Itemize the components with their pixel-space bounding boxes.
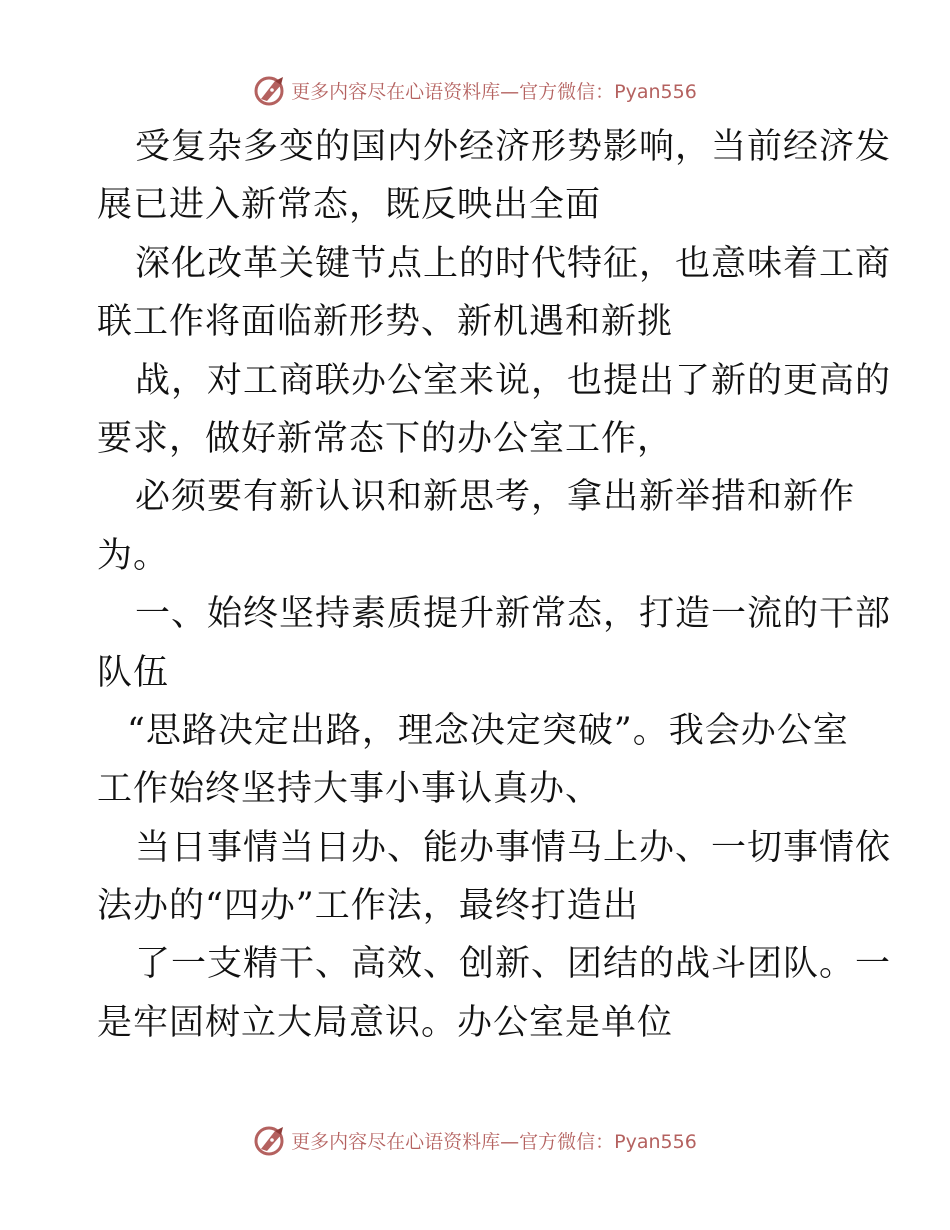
footer-watermark (0, 1120, 950, 1160)
text-line: 法办的“四办”工作法，最终打造出 (97, 886, 639, 927)
text-line: 必须要有新认识和新思考，拿出新举措和新作 (135, 477, 856, 518)
section-heading-continued: 队伍 (97, 652, 170, 693)
text-line: 为。 (97, 535, 170, 576)
text-line: 要求，做好新常态下的办公室工作， (97, 418, 674, 459)
pen-nib-logo-icon (253, 73, 287, 107)
text-line: 战，对工商联办公室来说，也提出了新的更高的 (135, 360, 892, 401)
text-line: 了一支精干、高效、创新、团结的战斗团队。一 (135, 944, 892, 985)
text-line: 联工作将面临新形势、新机遇和新挑 (97, 302, 674, 343)
section-heading: 一、始终坚持素质提升新常态，打造一流的干部 (135, 594, 892, 635)
watermark-text: 更多内容尽在心语资料库—官方微信：Pyan556 (291, 1130, 697, 1153)
watermark-text: 更多内容尽在心语资料库—官方微信：Pyan556 (291, 80, 697, 103)
header-watermark (0, 70, 950, 110)
document-body (97, 118, 892, 1052)
text-line: 当日事情当日办、能办事情马上办、一切事情依 (135, 827, 892, 868)
text-line: 深化改革关键节点上的时代特征，也意味着工商 (135, 243, 892, 284)
text-line: “思路决定出路，理念决定突破”。我会办公室 (127, 710, 849, 751)
text-line: 受复杂多变的国内外经济形势影响，当前经济发 (135, 127, 892, 167)
text-line: 是牢固树立大局意识。办公室是单位 (97, 1002, 674, 1043)
text-line: 展已进入新常态，既反映出全面 (97, 185, 602, 226)
text-line: 工作始终坚持大事小事认真办、 (97, 769, 602, 810)
pen-nib-logo-icon (253, 1123, 287, 1157)
